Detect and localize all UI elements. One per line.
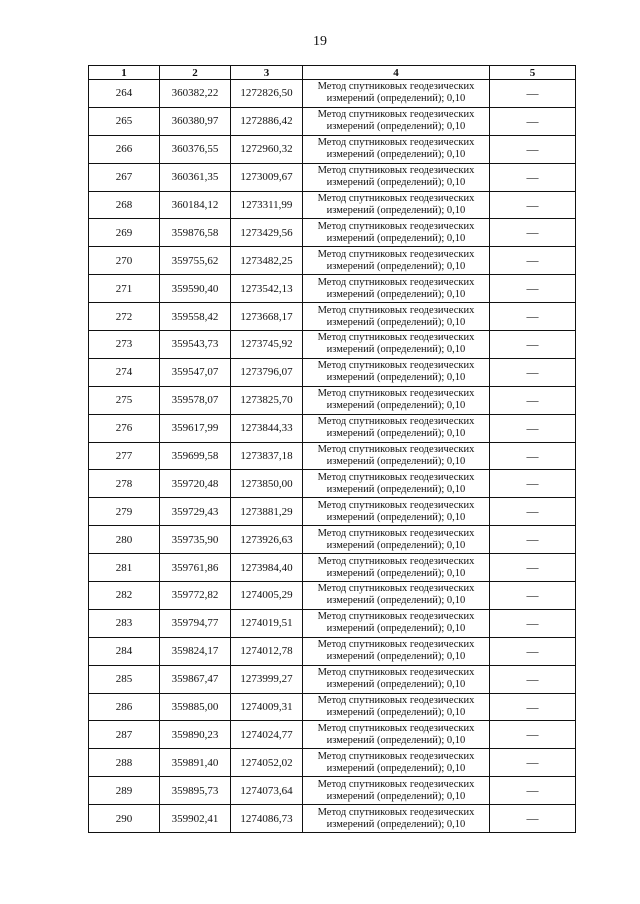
method-line-1: Метод спутниковых геодезических [317, 778, 475, 790]
method-line-1: Метод спутниковых геодезических [317, 750, 475, 762]
method-line-1: Метод спутниковых геодезических [317, 555, 475, 567]
coord-y: 1273999,27 [231, 665, 303, 693]
col5-value: — [490, 749, 576, 777]
coord-y: 1272960,32 [231, 135, 303, 163]
method-cell [303, 219, 490, 247]
coord-y: 1274052,02 [231, 749, 303, 777]
point-number: 267 [89, 163, 160, 191]
method-cell [303, 331, 490, 359]
method-line-1: Метод спутниковых геодезических [317, 165, 475, 177]
table-row [89, 386, 576, 414]
coord-y: 1273837,18 [231, 442, 303, 470]
col5-value: — [490, 582, 576, 610]
table-row [89, 219, 576, 247]
coord-x: 359902,41 [160, 805, 231, 833]
point-number: 264 [89, 80, 160, 108]
coord-x: 360184,12 [160, 191, 231, 219]
point-number: 290 [89, 805, 160, 833]
method-cell [303, 665, 490, 693]
method-line-2: измерений (определений); 0,10 [326, 790, 466, 802]
point-number: 280 [89, 526, 160, 554]
coord-y: 1274019,51 [231, 609, 303, 637]
method-line-1: Метод спутниковых геодезических [317, 527, 475, 539]
method-line-2: измерений (определений); 0,10 [326, 623, 466, 635]
table-row [89, 414, 576, 442]
table-row [89, 470, 576, 498]
col5-value: — [490, 191, 576, 219]
coord-y: 1273926,63 [231, 526, 303, 554]
method-line-1: Метод спутниковых геодезических [317, 109, 475, 121]
method-line-1: Метод спутниковых геодезических [317, 304, 475, 316]
method-cell [303, 637, 490, 665]
table-header-row [89, 66, 576, 80]
table-row [89, 526, 576, 554]
method-cell [303, 609, 490, 637]
method-cell [303, 135, 490, 163]
method-line-2: измерений (определений); 0,10 [326, 288, 466, 300]
col5-value: — [490, 414, 576, 442]
col5-value: — [490, 721, 576, 749]
col5-value: — [490, 777, 576, 805]
table-row [89, 358, 576, 386]
coord-x: 360382,22 [160, 80, 231, 108]
method-line-2: измерений (определений); 0,10 [326, 344, 466, 356]
col5-value: — [490, 135, 576, 163]
method-cell [303, 442, 490, 470]
coord-x: 359699,58 [160, 442, 231, 470]
table-row [89, 498, 576, 526]
header-col-1: 1 [89, 66, 160, 80]
col5-value: — [490, 163, 576, 191]
method-line-1: Метод спутниковых геодезических [317, 499, 475, 511]
coord-x: 359890,23 [160, 721, 231, 749]
method-line-2: измерений (определений); 0,10 [326, 316, 466, 328]
table-row [89, 554, 576, 582]
header-col-4: 4 [303, 66, 490, 80]
method-cell [303, 358, 490, 386]
col5-value: — [490, 386, 576, 414]
method-cell [303, 191, 490, 219]
method-line-1: Метод спутниковых геодезических [317, 81, 475, 93]
point-number: 279 [89, 498, 160, 526]
coord-x: 359543,73 [160, 331, 231, 359]
method-line-1: Метод спутниковых геодезических [317, 471, 475, 483]
method-line-2: измерений (определений); 0,10 [326, 539, 466, 551]
coord-x: 360361,35 [160, 163, 231, 191]
method-line-2: измерений (определений); 0,10 [326, 149, 466, 161]
method-cell [303, 414, 490, 442]
table-row [89, 609, 576, 637]
method-line-2: измерений (определений); 0,10 [326, 483, 466, 495]
method-line-2: измерений (определений); 0,10 [326, 372, 466, 384]
table-row [89, 777, 576, 805]
col5-value: — [490, 303, 576, 331]
point-number: 289 [89, 777, 160, 805]
point-number: 268 [89, 191, 160, 219]
col5-value: — [490, 498, 576, 526]
method-line-1: Метод спутниковых геодезических [317, 416, 475, 428]
coord-y: 1272826,50 [231, 80, 303, 108]
method-line-1: Метод спутниковых геодезических [317, 137, 475, 149]
col5-value: — [490, 637, 576, 665]
coord-y: 1273850,00 [231, 470, 303, 498]
coord-y: 1273825,70 [231, 386, 303, 414]
method-line-1: Метод спутниковых геодезических [317, 388, 475, 400]
method-cell [303, 582, 490, 610]
col5-value: — [490, 275, 576, 303]
point-number: 285 [89, 665, 160, 693]
col5-value: — [490, 358, 576, 386]
method-cell [303, 805, 490, 833]
method-line-1: Метод спутниковых геодезических [317, 193, 475, 204]
coord-x: 359867,47 [160, 665, 231, 693]
coordinates-table [88, 65, 576, 833]
coord-x: 359794,77 [160, 609, 231, 637]
point-number: 284 [89, 637, 160, 665]
header-col-5: 5 [490, 66, 576, 80]
method-line-2: измерений (определений); 0,10 [326, 456, 466, 468]
col5-value: — [490, 805, 576, 833]
method-line-1: Метод спутниковых геодезических [317, 360, 475, 372]
table-row [89, 80, 576, 108]
point-number: 286 [89, 693, 160, 721]
point-number: 270 [89, 247, 160, 275]
method-line-1: Метод спутниковых геодезических [317, 667, 475, 679]
col5-value: — [490, 247, 576, 275]
coord-y: 1273542,13 [231, 275, 303, 303]
method-line-2: измерений (определений); 0,10 [326, 232, 466, 244]
table-row [89, 721, 576, 749]
method-cell [303, 721, 490, 749]
method-line-2: измерений (определений); 0,10 [326, 651, 466, 663]
coord-y: 1273844,33 [231, 414, 303, 442]
table-row [89, 805, 576, 833]
method-cell [303, 303, 490, 331]
point-number: 275 [89, 386, 160, 414]
method-line-2: измерений (определений); 0,10 [326, 428, 466, 440]
col5-value: — [490, 219, 576, 247]
coord-x: 359558,42 [160, 303, 231, 331]
coord-y: 1274005,29 [231, 582, 303, 610]
method-line-1: Метод спутниковых геодезических [317, 722, 475, 734]
coord-x: 359761,86 [160, 554, 231, 582]
method-line-2: измерений (определений); 0,10 [326, 707, 466, 719]
coord-x: 359885,00 [160, 693, 231, 721]
table-row [89, 582, 576, 610]
table-row [89, 693, 576, 721]
table-body [89, 80, 576, 833]
coord-y: 1274073,64 [231, 777, 303, 805]
col5-value: — [490, 693, 576, 721]
coord-y: 1273429,56 [231, 219, 303, 247]
method-line-1: Метод спутниковых геодезических [317, 332, 475, 344]
point-number: 276 [89, 414, 160, 442]
method-line-1: Метод спутниковых геодезических [317, 611, 475, 623]
point-number: 272 [89, 303, 160, 331]
method-line-2: измерений (определений); 0,10 [326, 679, 466, 691]
method-line-1: Метод спутниковых геодезических [317, 248, 475, 260]
table-row [89, 191, 576, 219]
coord-x: 359617,99 [160, 414, 231, 442]
col5-value: — [490, 331, 576, 359]
col5-value: — [490, 442, 576, 470]
coord-y: 1273482,25 [231, 247, 303, 275]
method-cell [303, 275, 490, 303]
method-cell [303, 498, 490, 526]
table-row [89, 275, 576, 303]
method-line-2: измерений (определений); 0,10 [326, 818, 466, 830]
table-row [89, 331, 576, 359]
method-line-2: измерений (определений); 0,10 [326, 595, 466, 607]
header-col-3: 3 [231, 66, 303, 80]
method-cell [303, 247, 490, 275]
coord-x: 360380,97 [160, 107, 231, 135]
method-cell [303, 107, 490, 135]
method-cell [303, 163, 490, 191]
coord-y: 1273668,17 [231, 303, 303, 331]
point-number: 271 [89, 275, 160, 303]
method-cell [303, 526, 490, 554]
method-cell [303, 777, 490, 805]
method-line-2: измерений (определений); 0,10 [326, 400, 466, 412]
method-line-2: измерений (определений); 0,10 [326, 762, 466, 774]
point-number: 273 [89, 331, 160, 359]
coord-x: 359876,58 [160, 219, 231, 247]
method-line-2: измерений (определений); 0,10 [326, 121, 466, 133]
method-cell [303, 386, 490, 414]
method-cell [303, 693, 490, 721]
coord-x: 359735,90 [160, 526, 231, 554]
point-number: 277 [89, 442, 160, 470]
coord-y: 1272886,42 [231, 107, 303, 135]
method-line-2: измерений (определений); 0,10 [326, 177, 466, 189]
table-row [89, 135, 576, 163]
table-row [89, 163, 576, 191]
point-number: 282 [89, 582, 160, 610]
method-cell [303, 80, 490, 108]
coord-x: 359755,62 [160, 247, 231, 275]
point-number: 265 [89, 107, 160, 135]
point-number: 281 [89, 554, 160, 582]
coord-x: 360376,55 [160, 135, 231, 163]
method-line-1: Метод спутниковых геодезических [317, 444, 475, 456]
coord-x: 359729,43 [160, 498, 231, 526]
coord-x: 359590,40 [160, 275, 231, 303]
coord-x: 359547,07 [160, 358, 231, 386]
coord-x: 359578,07 [160, 386, 231, 414]
method-cell [303, 470, 490, 498]
col5-value: — [490, 526, 576, 554]
method-line-1: Метод спутниковых геодезических [317, 806, 475, 818]
method-cell [303, 554, 490, 582]
table-row [89, 107, 576, 135]
coord-y: 1274012,78 [231, 637, 303, 665]
table-row [89, 637, 576, 665]
method-line-2: измерений (определений); 0,10 [326, 205, 466, 216]
header-col-2: 2 [160, 66, 231, 80]
col5-value: — [490, 554, 576, 582]
coord-y: 1273881,29 [231, 498, 303, 526]
coord-x: 359720,48 [160, 470, 231, 498]
table-row [89, 442, 576, 470]
table-row [89, 749, 576, 777]
point-number: 278 [89, 470, 160, 498]
point-number: 287 [89, 721, 160, 749]
col5-value: — [490, 470, 576, 498]
method-line-1: Метод спутниковых геодезических [317, 583, 475, 595]
coord-x: 359891,40 [160, 749, 231, 777]
method-line-2: измерений (определений); 0,10 [326, 511, 466, 523]
coord-x: 359772,82 [160, 582, 231, 610]
point-number: 283 [89, 609, 160, 637]
coord-y: 1274009,31 [231, 693, 303, 721]
coord-y: 1273984,40 [231, 554, 303, 582]
coord-y: 1274024,77 [231, 721, 303, 749]
point-number: 266 [89, 135, 160, 163]
coord-x: 359895,73 [160, 777, 231, 805]
method-line-2: измерений (определений); 0,10 [326, 734, 466, 746]
table-row [89, 303, 576, 331]
coord-y: 1273009,67 [231, 163, 303, 191]
method-line-2: измерений (определений); 0,10 [326, 260, 466, 272]
method-line-1: Метод спутниковых геодезических [317, 276, 475, 288]
col5-value: — [490, 107, 576, 135]
coord-y: 1273796,07 [231, 358, 303, 386]
coord-y: 1273311,99 [231, 191, 303, 219]
col5-value: — [490, 609, 576, 637]
table-row [89, 665, 576, 693]
table-row [89, 247, 576, 275]
point-number: 274 [89, 358, 160, 386]
point-number: 269 [89, 219, 160, 247]
coord-y: 1274086,73 [231, 805, 303, 833]
method-line-1: Метод спутниковых геодезических [317, 639, 475, 651]
method-line-1: Метод спутниковых геодезических [317, 220, 475, 232]
page-number: 19 [313, 34, 327, 49]
col5-value: — [490, 665, 576, 693]
col5-value: — [490, 80, 576, 108]
coord-y: 1273745,92 [231, 331, 303, 359]
point-number: 288 [89, 749, 160, 777]
method-cell [303, 749, 490, 777]
method-line-1: Метод спутниковых геодезических [317, 695, 475, 707]
method-line-2: измерений (определений); 0,10 [326, 93, 466, 105]
coord-x: 359824,17 [160, 637, 231, 665]
method-line-2: измерений (определений); 0,10 [326, 567, 466, 579]
